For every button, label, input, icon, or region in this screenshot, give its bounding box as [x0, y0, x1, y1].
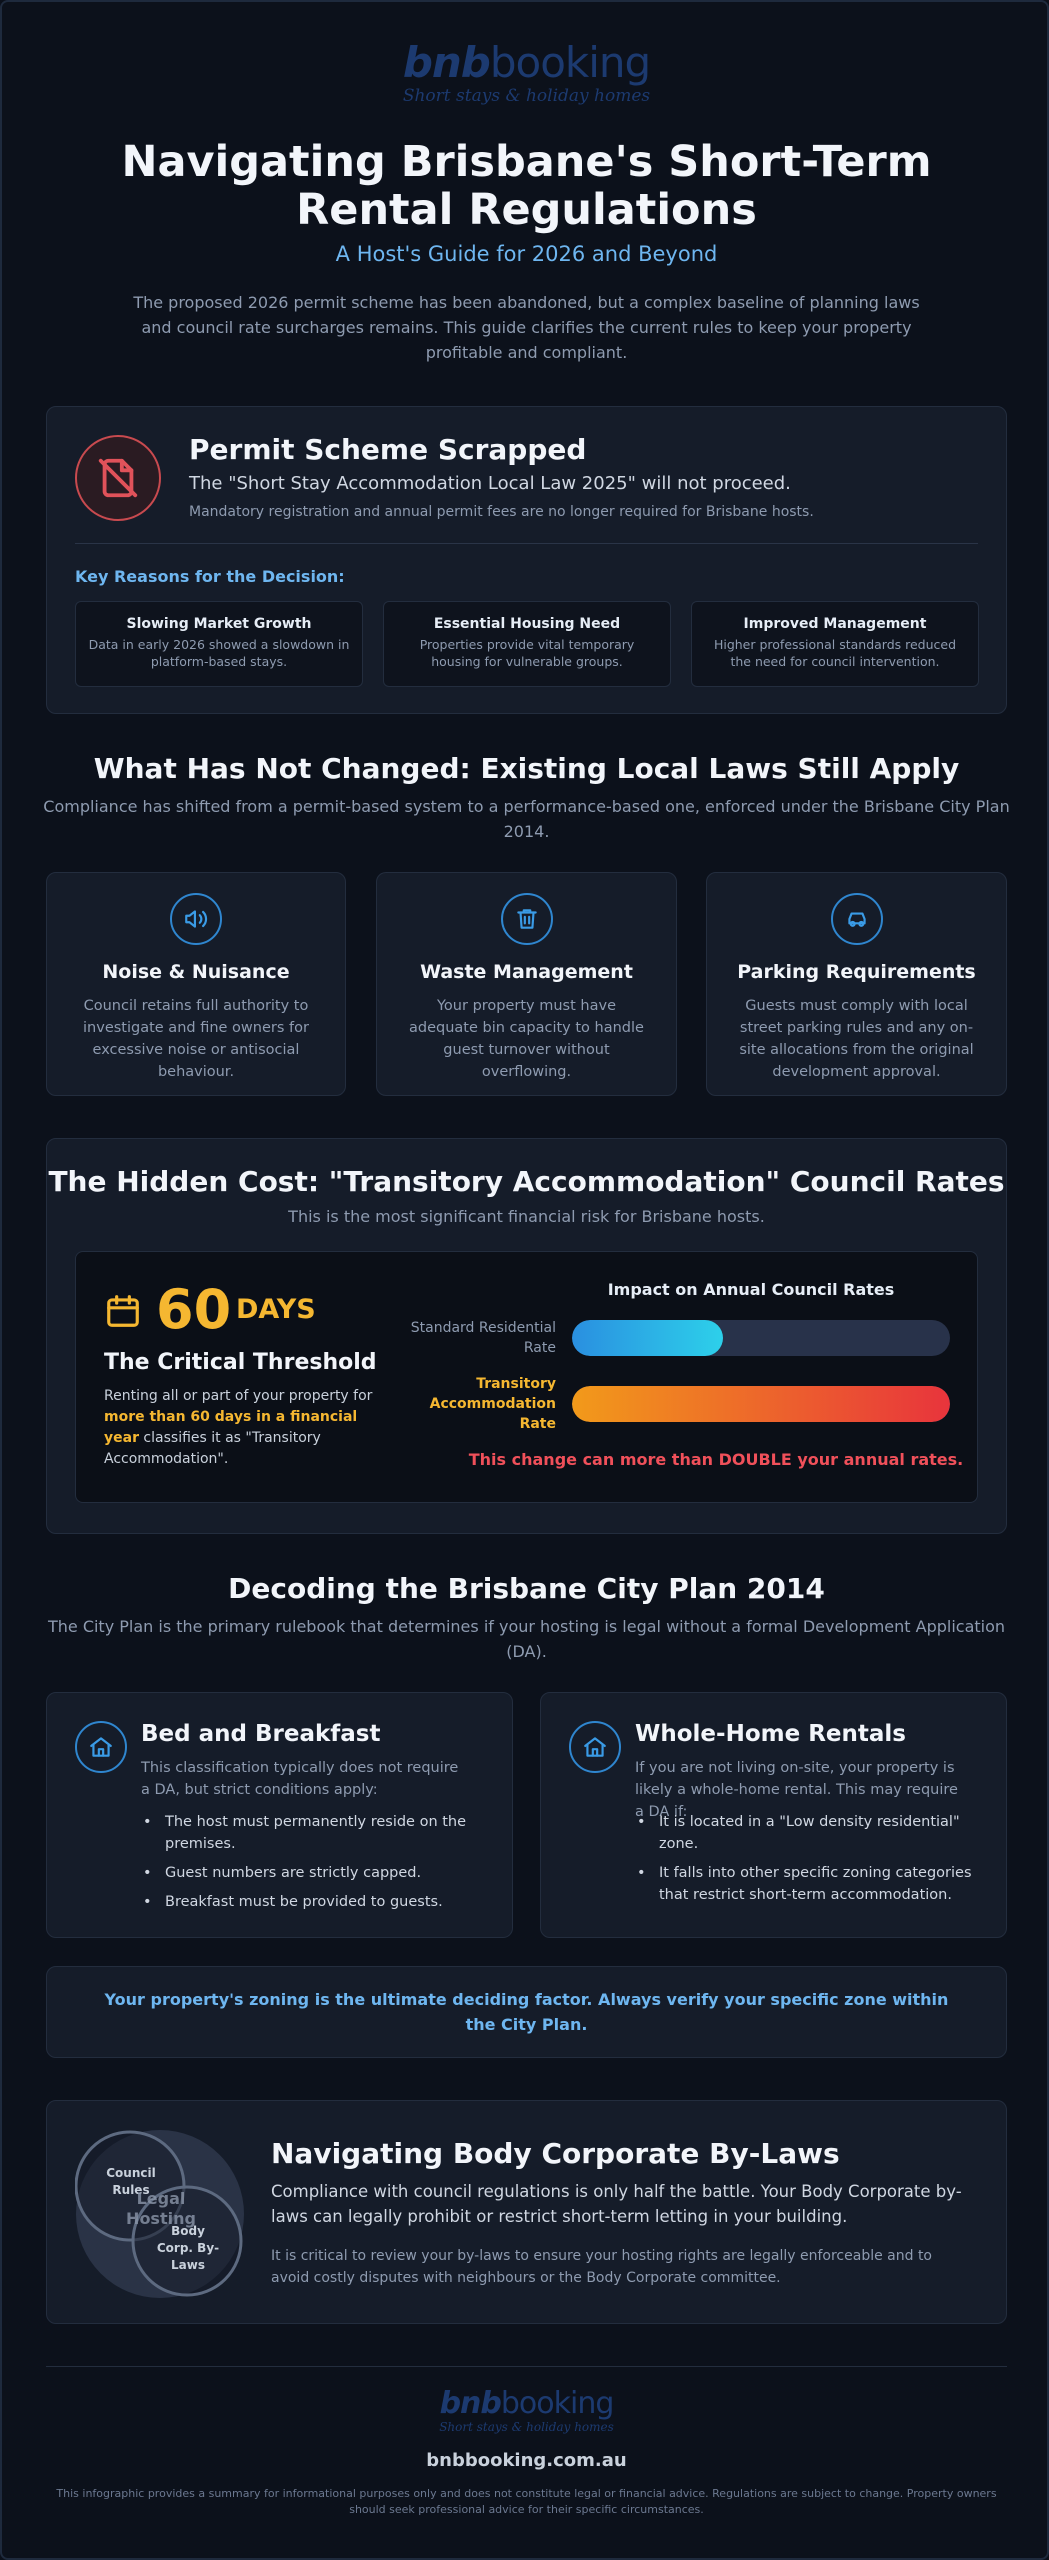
impact-title: Impact on Annual Council Rates: [607, 1280, 895, 1299]
car-icon: [831, 893, 883, 945]
bar-fill-standard: [572, 1320, 723, 1356]
laws-description: Compliance has shifted from a permit-based system to a performance-based one, enforced under the Brisbane City Plan 2014.: [43, 797, 1010, 841]
law-card-parking: [706, 872, 1007, 1096]
cp-desc: If you are not living on-site, your property is likely a whole-home rental. This may require a DA if:: [635, 1760, 958, 1820]
law-title: Noise & Nuisance: [102, 961, 290, 983]
list-item: • Breakfast must be provided to guests.: [141, 1891, 481, 1913]
footer-disclaimer: This infographic provides a summary for informational purposes only and does not constitute legal or financial advice. Regulations are subject to change. Property owners should seek professional advice for their specific circumstances.: [56, 2487, 997, 2516]
city-plan-title: Decoding the Brisbane City Plan 2014: [228, 1572, 825, 1605]
law-card-waste: [376, 872, 677, 1096]
threshold-description: [104, 1386, 394, 1470]
threshold-highlight: more than 60 days in a financial year: [104, 1409, 358, 1446]
law-desc: Council retains full authority to investigate and fine owners for excessive noise or antisocial behaviour.: [83, 998, 309, 1080]
whole-home-card: [540, 1692, 1007, 1938]
threshold-text: Renting all or part of your property for: [104, 1388, 373, 1404]
bar-label-standard: Standard Residential Rate: [410, 1320, 556, 1356]
bar-fill-transitory: [572, 1386, 950, 1422]
bar-track-standard: [572, 1320, 950, 1356]
reason-card: [691, 601, 979, 687]
logo-tagline: Short stays & holiday homes: [402, 86, 651, 106]
permit-card: [46, 406, 1007, 714]
reason-desc: Higher professional standards reduced the need for council intervention.: [713, 637, 957, 669]
body-corp-description: Compliance with council regulations is only half the battle. Your Body Corporate by-laws can legally prohibit or restrict short-term letting in your building.: [271, 2182, 962, 2226]
bnb-card: [46, 1692, 513, 1938]
logo-tagline: Short stays & holiday homes: [439, 2420, 614, 2434]
law-title: Parking Requirements: [737, 961, 976, 983]
logo-booking: booking: [489, 38, 651, 87]
law-card-noise: [46, 872, 346, 1096]
venn-overlap-label: Legal Hosting: [126, 2189, 196, 2228]
footer-logo: [2, 2388, 1049, 2434]
reason-title: Slowing Market Growth: [126, 616, 312, 632]
logo-bnb: bnb: [439, 2386, 501, 2421]
reason-card: [383, 601, 671, 687]
threshold-title: The Critical Threshold: [104, 1350, 377, 1375]
list-item: • The host must permanently reside on the premises.: [141, 1811, 481, 1855]
body-corp-note: It is critical to review your by-laws to ensure your hosting rights are legally enforceable and to avoid costly disputes with neighbours or the Body Corporate committee.: [271, 2248, 933, 2286]
hero-title: Navigating Brisbane's Short-Term Rental Regulations: [121, 137, 932, 235]
hero-description: The proposed 2026 permit scheme has been abandoned, but a complex baseline of planning laws and council rate surcharges remains. This guide clarifies the current rules to keep your property profitable and compliant.: [133, 293, 920, 362]
days-number: 60: [156, 1278, 232, 1341]
city-plan-description: The City Plan is the primary rulebook that determines if your hosting is legal without a formal Development Application (DA).: [47, 1617, 1006, 1661]
permit-subtitle: The "Short Stay Accommodation Local Law 2025" will not proceed.: [189, 473, 791, 494]
rates-panel: [75, 1251, 978, 1503]
threshold-text: classifies it as "Transitory Accommodation".: [104, 1430, 321, 1467]
days-word: DAYS: [236, 1294, 316, 1325]
brand-logo: [2, 40, 1049, 106]
law-desc: Your property must have adequate bin capacity to handle guest turnover without overflowing.: [409, 998, 644, 1080]
cp-title: Whole-Home Rentals: [635, 1721, 906, 1747]
rates-card: [46, 1138, 1007, 1534]
reasons-label: Key Reasons for the Decision:: [75, 567, 345, 586]
hero-subtitle: A Host's Guide for 2026 and Beyond: [335, 242, 718, 266]
zoning-note: Your property's zoning is the ultimate deciding factor. Always verify your specific zone within the City Plan.: [46, 1966, 1007, 2058]
law-title: Waste Management: [420, 961, 633, 983]
cp-list: [635, 1811, 975, 1913]
permit-title: Permit Scheme Scrapped: [189, 433, 587, 466]
rates-warning: This change can more than DOUBLE your annual rates.: [468, 1450, 964, 1469]
calendar-icon: [104, 1292, 142, 1334]
house-icon: [569, 1721, 621, 1773]
cp-title: Bed and Breakfast: [141, 1721, 381, 1747]
rates-title: The Hidden Cost: "Transitory Accommodation" Council Rates: [48, 1165, 1005, 1198]
body-corp-card: [46, 2100, 1007, 2324]
divider: [75, 543, 978, 544]
reason-title: Essential Housing Need: [433, 616, 621, 632]
cp-desc: This classification typically does not require a DA, but strict conditions apply:: [141, 1760, 459, 1798]
house-icon: [75, 1721, 127, 1773]
laws-title: What Has Not Changed: Existing Local Laws Still Apply: [93, 752, 960, 785]
speaker-icon: [170, 893, 222, 945]
footer-divider: [46, 2366, 1007, 2367]
reason-desc: Properties provide vital temporary housing for vulnerable groups.: [419, 637, 635, 669]
list-item: • It falls into other specific zoning categories that restrict short-term accommodation.: [635, 1862, 975, 1906]
law-desc: Guests must comply with local street parking rules and any on-site allocations from the original development approval.: [739, 998, 974, 1080]
reason-desc: Data in early 2026 showed a slowdown in platform-based stays.: [88, 637, 350, 669]
permit-note: Mandatory registration and annual permit fees are no longer required for Brisbane hosts.: [189, 504, 814, 520]
crossed-file-icon: [75, 435, 161, 521]
reason-card: [75, 601, 363, 687]
bar-label-transitory: Transitory Accommodation Rate: [429, 1376, 556, 1432]
footer-site[interactable]: bnbbooking.com.au: [426, 2450, 627, 2471]
reason-title: Improved Management: [743, 616, 927, 632]
logo-booking: booking: [500, 2386, 614, 2421]
bin-icon: [501, 893, 553, 945]
venn-diagram: [75, 2129, 245, 2299]
logo-bnb: bnb: [402, 38, 490, 87]
body-corp-title: Navigating Body Corporate By-Laws: [271, 2137, 840, 2170]
rates-subtitle: This is the most significant financial risk for Brisbane hosts.: [288, 1207, 765, 1226]
venn-right-label: Body Corp. By-Laws: [156, 2224, 220, 2272]
list-item: • It is located in a "Low density residential" zone.: [635, 1811, 975, 1855]
venn-left-label: Council Rules: [106, 2166, 156, 2197]
cp-list: [141, 1811, 481, 1920]
list-item: • Guest numbers are strictly capped.: [141, 1862, 481, 1884]
bar-track-transitory: [572, 1386, 950, 1422]
